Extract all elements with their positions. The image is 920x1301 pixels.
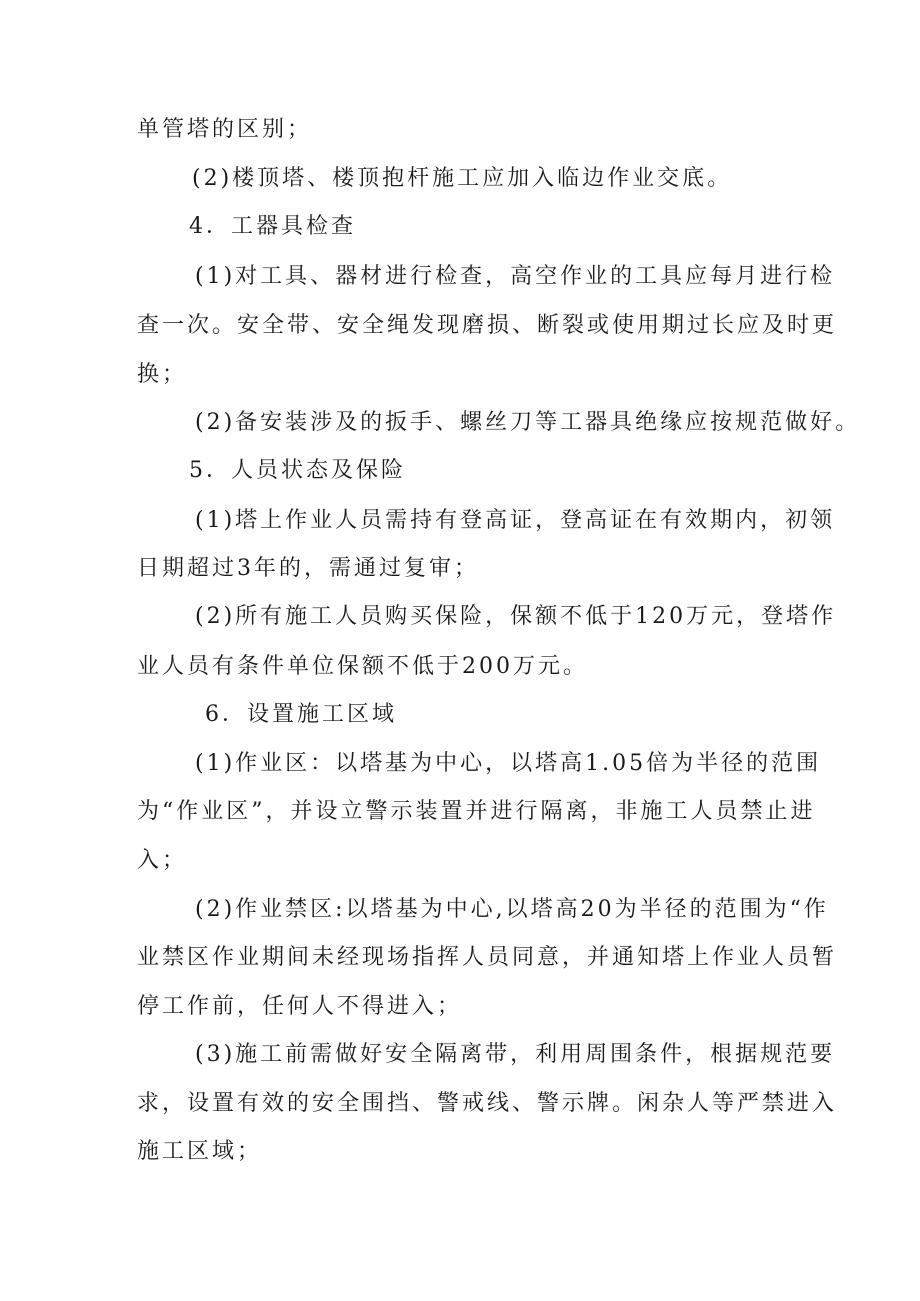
text-line: 换； xyxy=(137,362,188,387)
text-line: (1)塔上作业人员需持有登高证，登高证在有效期内，初领 xyxy=(195,508,836,533)
text-line: 停工作前，任何人不得进入； xyxy=(137,994,463,1019)
text-line: 查一次。安全带、安全绳发现磨损、断裂或使用期过长应及时更 xyxy=(137,313,838,338)
text-line: 业禁区作业期间未经现场指挥人员同意，并通知塔上作业人员暂 xyxy=(137,945,838,970)
text-line: (2)备安装涉及的扳手、螺丝刀等工器具绝缘应按规范做好。 xyxy=(195,410,861,435)
text-line: (1)作业区：以塔基为中心，以塔高1.05倍为半径的范围 xyxy=(195,751,822,776)
section-heading: 6．设置施工区域 xyxy=(205,702,397,727)
text-line: (1)对工具、器材进行检查，高空作业的工具应每月进行检 xyxy=(195,264,836,289)
text-line: (3)施工前需做好安全隔离带，利用周围条件，根据规范要 xyxy=(195,1042,836,1067)
text-line: (2)作业禁区:以塔基为中心,以塔高20为半径的范围为“作 xyxy=(195,897,829,922)
text-line: 求，设置有效的安全围挡、警戒线、警示牌。闲杂人等严禁进入 xyxy=(137,1091,838,1116)
text-line: 日期超过3年的，需通过复审； xyxy=(137,556,479,581)
text-line: (2)所有施工人员购买保险，保额不低于120万元，登塔作 xyxy=(195,604,837,629)
text-line: 为“作业区”，并设立警示装置并进行隔离，非施工人员禁止进 xyxy=(137,799,816,824)
section-heading: 4．工器具检查 xyxy=(189,214,356,239)
text-line: 施工区域； xyxy=(137,1139,263,1164)
text-line: 单管塔的区别； xyxy=(137,117,313,142)
text-line: 入； xyxy=(137,848,188,873)
text-line: (2)楼顶塔、楼顶抱杆施工应加入临边作业交底。 xyxy=(192,166,733,191)
section-heading: 5．人员状态及保险 xyxy=(189,458,406,483)
text-line: 业人员有条件单位保额不低于200万元。 xyxy=(137,654,588,679)
